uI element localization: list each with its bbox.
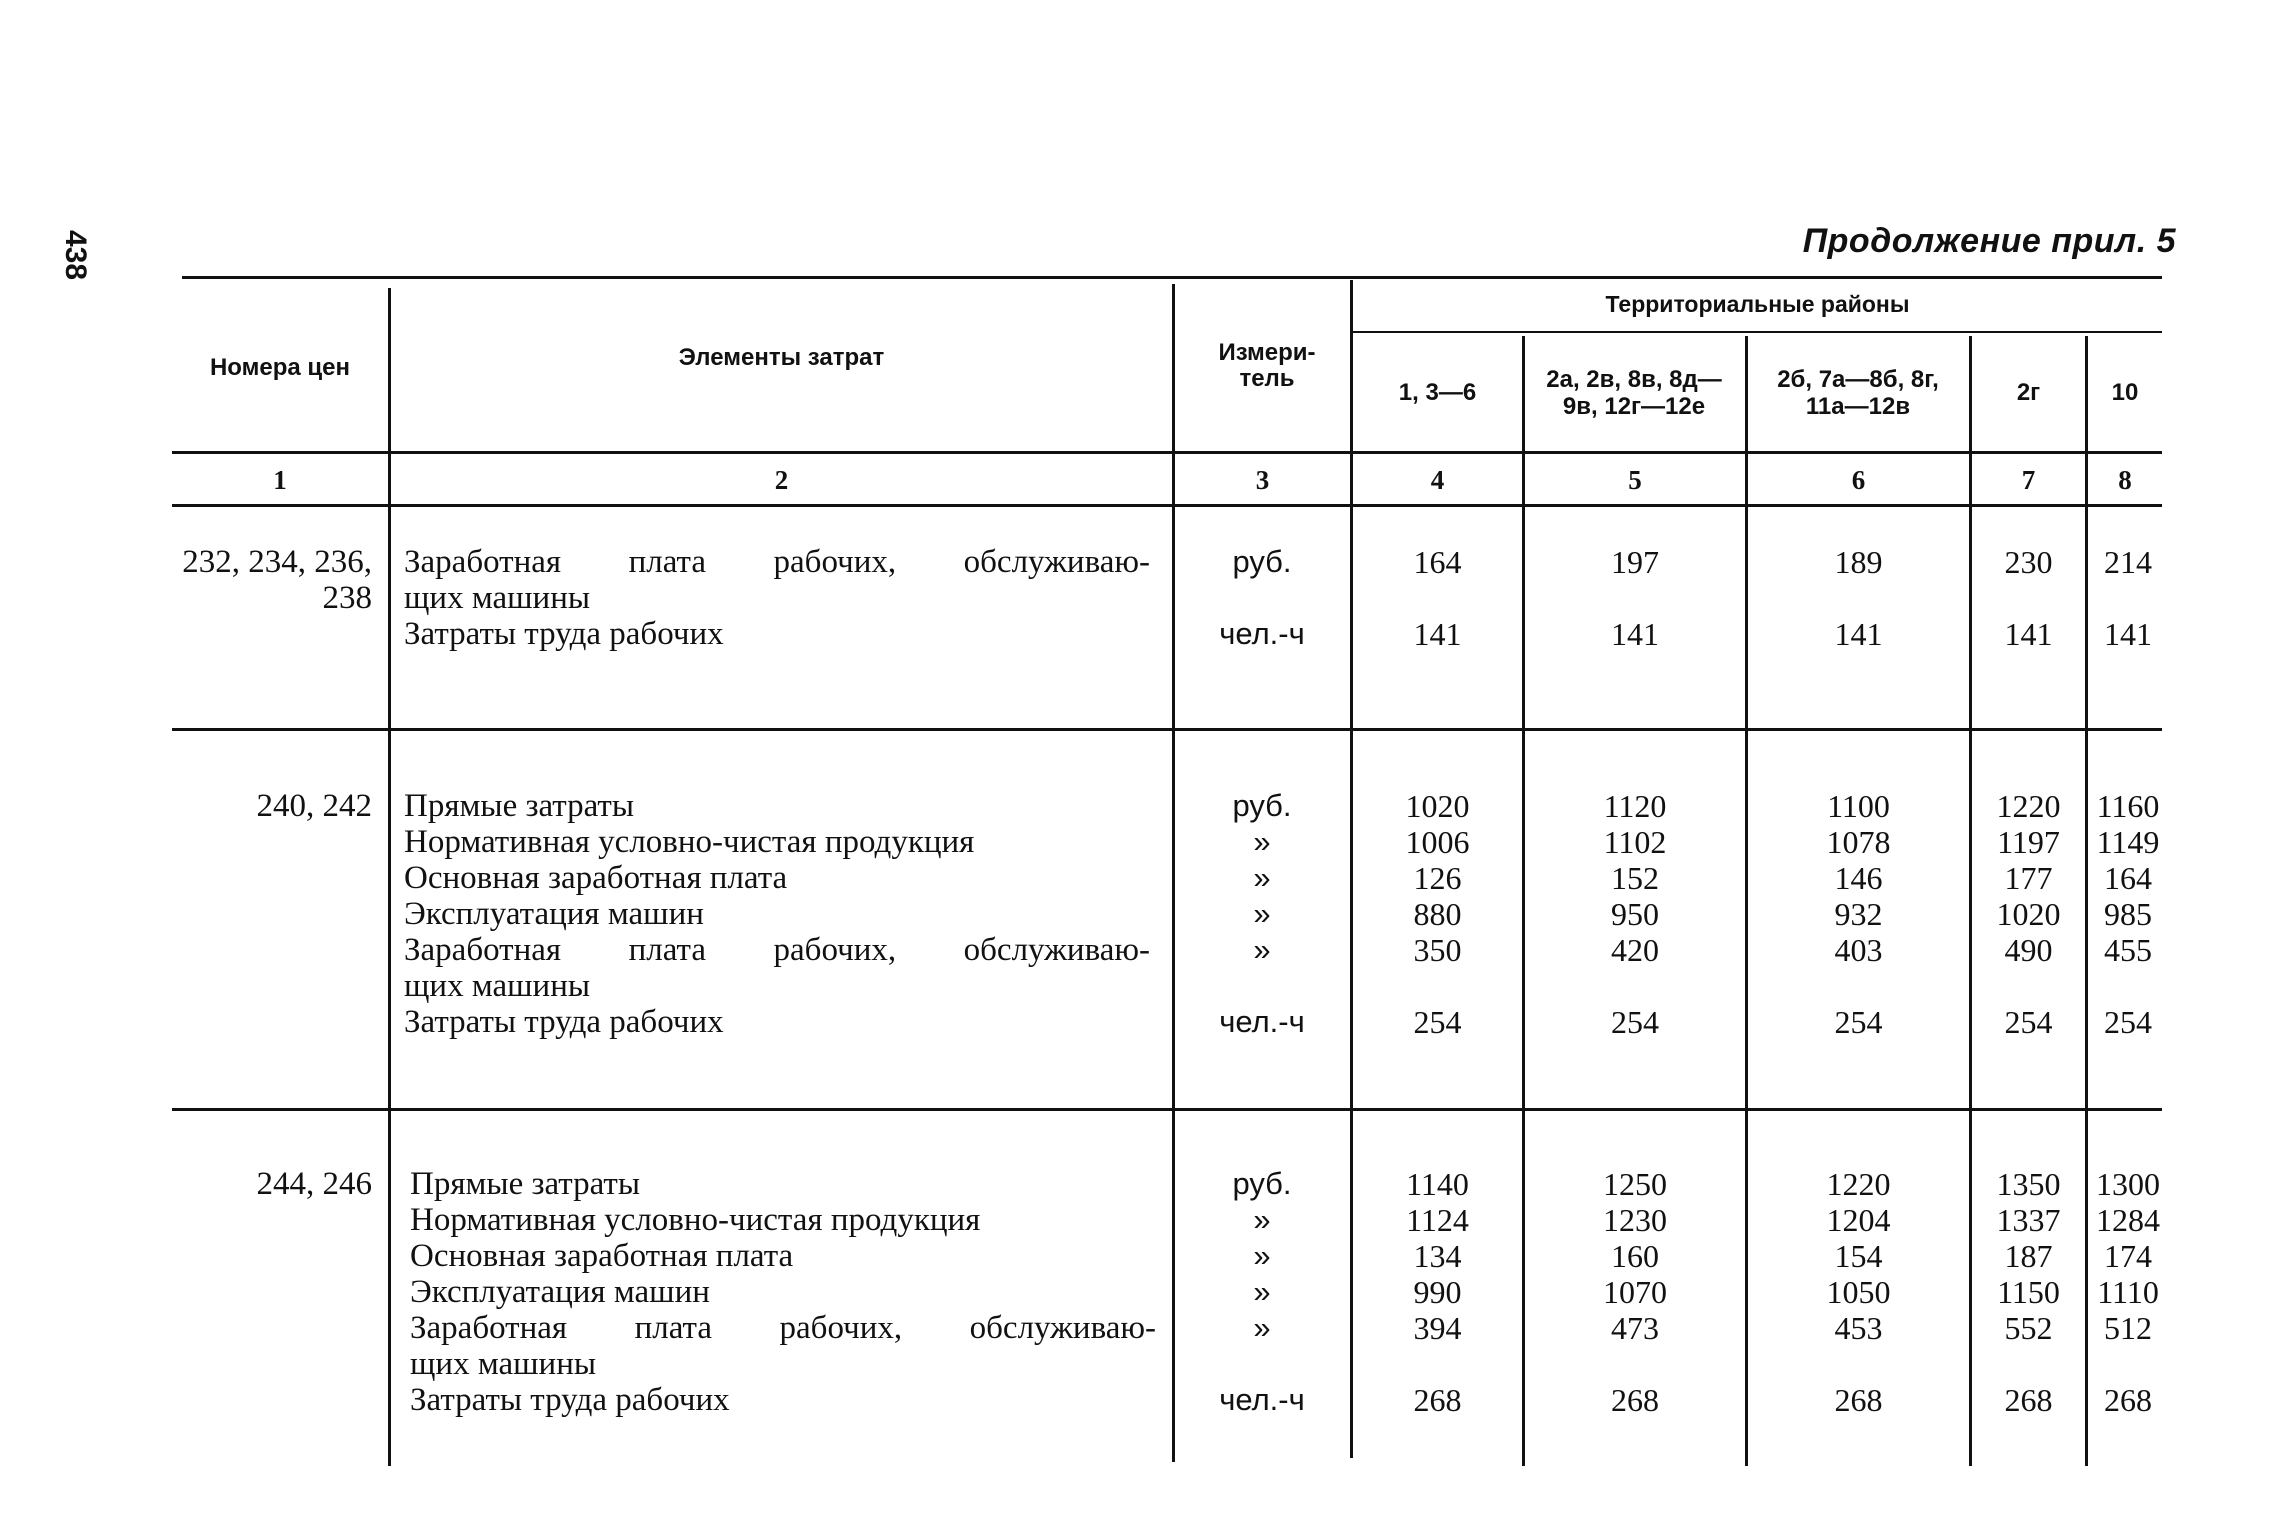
value-cell: 1150 [1997, 1274, 2060, 1310]
value-cell: 189 [1834, 544, 1883, 580]
value-cell: 230 [2004, 544, 2053, 580]
unit-cell: » [1253, 1274, 1271, 1309]
unit-cell: руб. [1232, 544, 1292, 579]
header-region-3: 2б, 7а—8б, 8г, 11а—12в [1777, 366, 1939, 420]
value-cell: 177 [2004, 860, 2053, 896]
value-cell: 254 [2004, 1004, 2053, 1040]
unit-cell: » [1253, 1202, 1271, 1237]
value-cell: 254 [1834, 1004, 1883, 1040]
value-cell: 990 [1413, 1274, 1462, 1310]
value-cell: 164 [2104, 860, 2152, 896]
value-cell: 164 [1413, 544, 1462, 580]
group-2-prices: 240, 242 [256, 788, 372, 824]
colnum-8: 8 [2118, 464, 2132, 495]
value-cell: 268 [1611, 1382, 1659, 1418]
value-cell: 141 [1834, 616, 1883, 652]
value-cell: 394 [1413, 1310, 1462, 1346]
cost-element [404, 544, 1150, 616]
value-cell: 880 [1413, 896, 1462, 932]
cost-element: Нормативная условно-чистая продукция [410, 1202, 981, 1238]
unit-cell: » [1253, 1238, 1271, 1273]
value-cell: 1230 [1603, 1202, 1667, 1238]
colnum-3: 3 [1255, 464, 1270, 495]
value-cell: 950 [1611, 896, 1659, 932]
value-cell: 160 [1611, 1238, 1659, 1274]
header-regions-group: Территориальные районы [1605, 291, 1910, 318]
value-cell: 254 [1611, 1004, 1659, 1040]
value-cell: 146 [1834, 860, 1883, 896]
header-region-4: 2г [2016, 379, 2041, 407]
unit-cell: » [1253, 1310, 1271, 1345]
value-cell: 134 [1413, 1238, 1462, 1274]
cost-element: Эксплуатация машин [410, 1274, 710, 1310]
value-cell: 1120 [1603, 788, 1667, 824]
value-cell: 141 [2104, 616, 2152, 652]
value-cell: 254 [2104, 1004, 2152, 1040]
value-cell: 932 [1834, 896, 1883, 932]
cost-element: Затраты труда рабочих [404, 616, 724, 652]
cost-element: Прямые затраты [410, 1166, 641, 1202]
header-region-1: 1, 3—6 [1398, 379, 1477, 407]
cost-table [172, 276, 2162, 1466]
cost-element-line: щих машины [404, 968, 591, 1004]
unit-cell: руб. [1232, 788, 1292, 823]
rule-top [182, 276, 2162, 279]
value-cell: 1220 [1826, 1166, 1891, 1202]
value-cell: 126 [1413, 860, 1462, 896]
unit-cell: » [1253, 896, 1271, 931]
value-cell: 490 [2004, 932, 2053, 968]
value-cell: 1070 [1603, 1274, 1667, 1310]
continuation-caption: Продолжение прил. 5 [1802, 222, 2176, 260]
value-cell: 1197 [1997, 824, 2060, 860]
cost-element: Затраты труда рабочих [404, 1004, 724, 1040]
value-cell: 174 [2104, 1238, 2152, 1274]
value-cell: 1110 [2097, 1274, 2159, 1310]
value-cell: 1102 [1603, 824, 1667, 860]
unit-cell: » [1253, 860, 1271, 895]
cost-element: Нормативная условно-чистая продукция [404, 824, 975, 860]
value-cell: 1337 [1996, 1202, 2061, 1238]
unit-cell: » [1253, 932, 1271, 967]
cost-element-line: Заработная плата рабочих, обслуживаю- [404, 544, 1150, 580]
value-cell: 152 [1611, 860, 1659, 896]
value-cell: 1250 [1603, 1166, 1667, 1202]
header-elements: Элементы затрат [678, 344, 885, 372]
cost-element: Эксплуатация машин [404, 896, 704, 932]
unit-cell: » [1253, 824, 1271, 859]
value-cell: 154 [1834, 1238, 1883, 1274]
cost-element-line: щих машины [410, 1346, 597, 1382]
value-cell: 141 [1611, 616, 1659, 652]
colnum-7: 7 [2021, 464, 2036, 495]
cost-element-line: Заработная плата рабочих, обслуживаю- [410, 1310, 1156, 1346]
value-cell: 187 [2004, 1238, 2053, 1274]
value-cell: 473 [1611, 1310, 1659, 1346]
group-1-prices: 232, 234, 236, 238 [182, 544, 372, 617]
value-cell: 1160 [2096, 788, 2160, 824]
value-cell: 1149 [2096, 824, 2160, 860]
value-cell: 1020 [1405, 788, 1470, 824]
cost-element: Основная заработная плата [410, 1238, 794, 1274]
value-cell: 403 [1834, 932, 1883, 968]
value-cell: 268 [2104, 1382, 2152, 1418]
value-cell: 1124 [1406, 1202, 1469, 1238]
value-cell: 254 [1413, 1004, 1462, 1040]
value-cell: 552 [2004, 1310, 2053, 1346]
value-cell: 420 [1611, 932, 1659, 968]
group-3-prices: 244, 246 [256, 1166, 372, 1202]
header-region-2: 2а, 2в, 8в, 8д—9в, 12г—12е [1546, 366, 1722, 420]
colnum-4: 4 [1430, 464, 1445, 495]
rule-region-group [1352, 331, 2162, 333]
value-cell: 1006 [1405, 824, 1470, 860]
value-cell: 141 [2004, 616, 2053, 652]
value-cell: 1020 [1996, 896, 2061, 932]
value-cell: 214 [2104, 544, 2152, 580]
value-cell: 1140 [1406, 1166, 1469, 1202]
colnum-6: 6 [1851, 464, 1866, 495]
colnum-1: 1 [273, 464, 287, 495]
value-cell: 197 [1611, 544, 1659, 580]
unit-cell: чел.-ч [1219, 1004, 1305, 1039]
value-cell: 1220 [1996, 788, 2061, 824]
value-cell: 350 [1413, 932, 1462, 968]
unit-cell: чел.-ч [1219, 616, 1305, 651]
header-unit: Измери-тель [1218, 338, 1316, 392]
value-cell: 453 [1834, 1310, 1883, 1346]
page-number: 438 [59, 230, 92, 281]
value-cell: 268 [1413, 1382, 1462, 1418]
cost-element [410, 1310, 1156, 1382]
value-cell: 512 [2104, 1310, 2152, 1346]
value-cell: 455 [2104, 932, 2152, 968]
value-cell: 1350 [1996, 1166, 2061, 1202]
rule-header-bottom [172, 451, 2162, 454]
rule-group-2-bottom [172, 1108, 2162, 1111]
value-cell: 1300 [2096, 1166, 2160, 1202]
value-cell: 1204 [1826, 1202, 1891, 1238]
unit-cell: чел.-ч [1219, 1382, 1305, 1417]
value-cell: 1078 [1826, 824, 1891, 860]
colnum-5: 5 [1628, 464, 1642, 495]
rule-group-1-bottom [172, 728, 2162, 731]
value-cell: 141 [1413, 616, 1462, 652]
header-region-5: 10 [2111, 379, 2139, 407]
value-cell: 1050 [1826, 1274, 1891, 1310]
cost-element: Прямые затраты [404, 788, 635, 824]
header-prices: Номера цен [209, 354, 351, 382]
value-cell: 985 [2104, 896, 2152, 932]
value-cell: 268 [1834, 1382, 1883, 1418]
rule-colnums-bottom [172, 504, 2162, 507]
cost-element-line: Заработная плата рабочих, обслуживаю- [404, 932, 1150, 968]
value-cell: 1284 [2096, 1202, 2160, 1238]
cost-element-line: щих машины [404, 580, 591, 616]
value-cell: 268 [2004, 1382, 2053, 1418]
cost-element: Затраты труда рабочих [410, 1382, 730, 1418]
cost-element: Основная заработная плата [404, 860, 788, 896]
value-cell: 1100 [1827, 788, 1890, 824]
cost-element [404, 932, 1150, 1004]
unit-cell: руб. [1232, 1166, 1292, 1201]
colnum-2: 2 [774, 464, 789, 495]
